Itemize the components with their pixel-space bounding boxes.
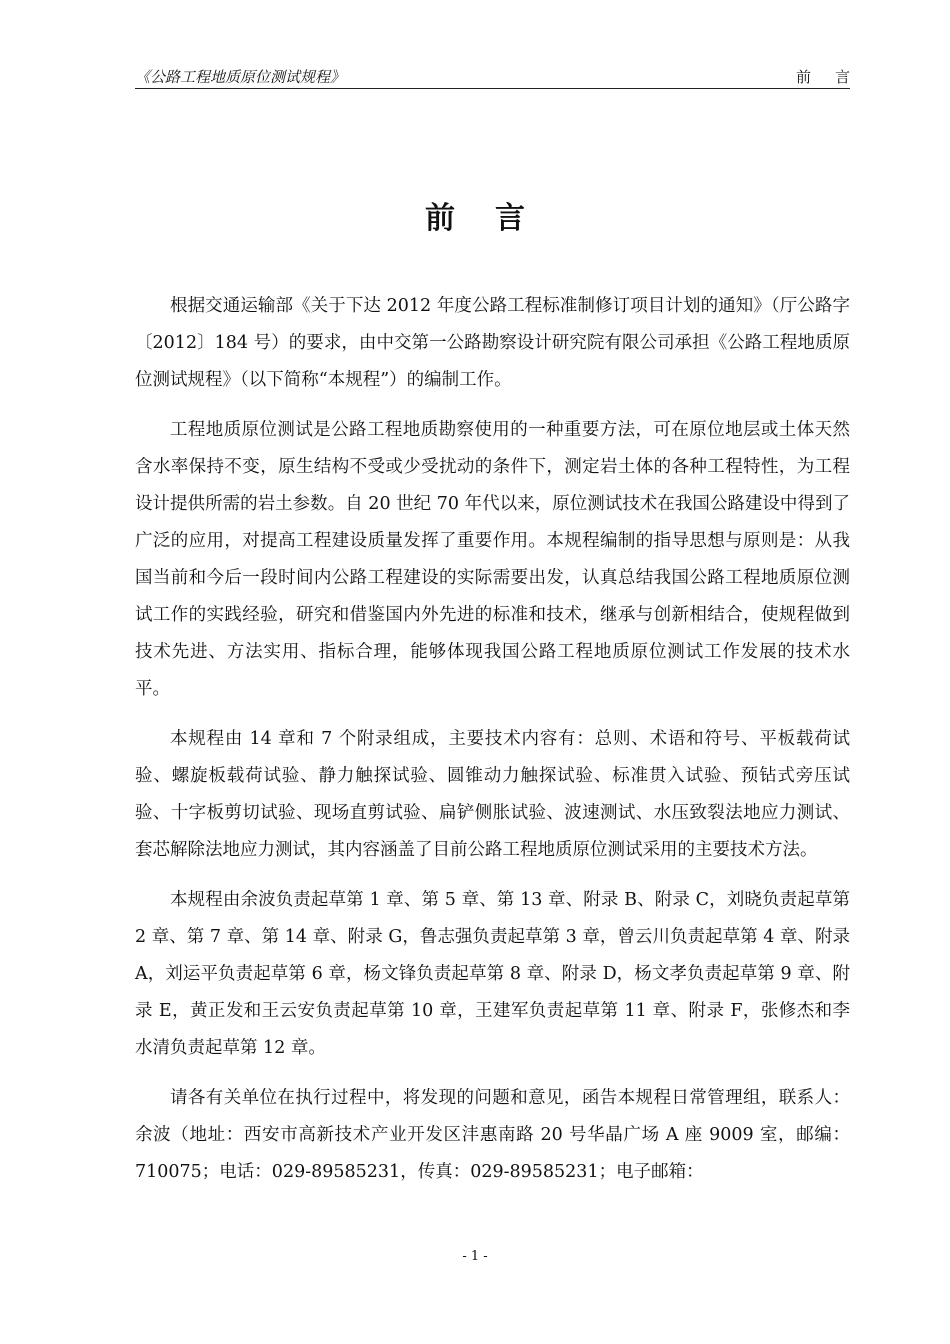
header-section-title: 前言 xyxy=(795,68,874,86)
paragraph-5: 请各有关单位在执行过程中，将发现的问题和意见，函告本规程日常管理组，联系人：余波（地址：西安市高新技术产业开发区沣惠南路 20 号华晶广场 A 座 9009 室，邮编：710075；电话：029-89585231，传真：029-89585231；电子邮箱： xyxy=(135,1088,850,1182)
paragraph-2: 工程地质原位测试是公路工程地质勘察使用的一种重要方法，可在原位地层或土体天然含水率保持不变，原生结构不受或少受扰动的条件下，测定岩土体的各种工程特性，为工程设计提供所需的岩土参数。自 20 世纪 70 年代以来，原位测试技术在我国公路建设中得到了广泛的应用，对提高工程建设质量发挥了重要作用。本规程编制的指导思想与原则是：从我国当前和今后一段时间内公路工程建设的实际需要出发，认真总结我国公路工程地质原位测试工作的实践经验，研究和借鉴国内外先进的标准和技术，继承与创新相结合，使规程做到技术先进、方法实用、指标合理，能够体现我国公路工程地质原位测试工作发展的技术水平。 xyxy=(135,420,850,699)
page-title: 前言 xyxy=(425,201,565,236)
page-number: - 1 - xyxy=(462,1249,488,1264)
paragraph-3: 本规程由 14 章和 7 个附录组成，主要技术内容有：总则、术语和符号、平板载荷试验、螺旋板载荷试验、静力触探试验、圆锥动力触探试验、标准贯入试验、预钻式旁压试验、十字板剪切试验、现场直剪试验、扁铲侧胀试验、波速测试、水压致裂法地应力测试、套芯解除法地应力测试，其内容涵盖了目前公路工程地质原位测试采用的主要技术方法。 xyxy=(135,729,850,860)
paragraph-1: 根据交通运输部《关于下达 2012 年度公路工程标准制修订项目计划的通知》（厅公路字〔2012〕184 号）的要求，由中交第一公路勘察设计研究院有限公司承担《公路工程地质原位测试规程》（以下简称“本规程”）的编制工作。 xyxy=(135,296,850,390)
body-text xyxy=(135,288,850,1204)
page-header xyxy=(135,64,874,89)
header-document-title: 《公路工程地质原位测试规程》 xyxy=(135,68,346,86)
paragraph-4: 本规程由余波负责起草第 1 章、第 5 章、第 13 章、附录 B、附录 C，刘晓负责起草第 2 章、第 7 章、第 14 章、附录 G，鲁志强负责起草第 3 章，曾云川负责起草第 4 章、附录 A，刘运平负责起草第 6 章，杨文锋负责起草第 8 章、附录 D，杨文孝负责起草第 9 章、附录 E，黄正发和王云安负责起草第 10 章，王建军负责起草第 11 章、附录 F，张修杰和李水清负责起草第 12 章。 xyxy=(135,890,850,1058)
